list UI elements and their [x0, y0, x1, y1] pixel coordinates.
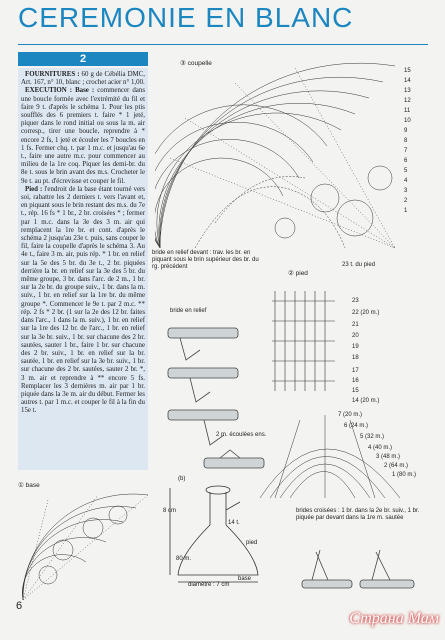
coupelle-row-15: 15	[404, 68, 411, 74]
supplies-paragraph	[21, 71, 145, 87]
dim-8cm-label: 8 cm	[163, 508, 177, 514]
coupelle-diagram	[155, 58, 425, 268]
coupelle-row-8: 8	[404, 138, 408, 144]
fan-row-2: 2 (64 m.)	[384, 463, 409, 469]
supplies-label: FOURNITURES :	[25, 71, 82, 78]
stitch-illustrations	[160, 320, 255, 460]
instructions-column	[18, 68, 148, 470]
coupelle-row-1: 1	[404, 208, 408, 214]
brides-croisees-illustrations	[298, 540, 418, 600]
watermark-logo: Страна Мам	[349, 610, 439, 627]
title-rule	[18, 44, 428, 45]
coupelle-row-5: 5	[404, 168, 408, 174]
dim-14t-label: 14 t.	[228, 520, 240, 526]
base-schema-label: ① base	[18, 482, 40, 489]
decrease-illustration	[200, 448, 270, 478]
base-label: base	[238, 576, 252, 582]
pied-stitch-columns	[270, 286, 340, 396]
base-diagram	[18, 490, 153, 605]
coupelle-row-12: 12	[404, 98, 411, 104]
coupelle-row-6: 6	[404, 158, 408, 164]
coupelle-label: ③ coupelle	[180, 60, 212, 67]
bottle-diagram	[160, 480, 280, 590]
pied-schema-label: ② pied	[288, 270, 308, 277]
supplies-text: 60 g de Cébélia DMC, Art. 167, n° 10, blanc ; crochet acier n° 1,00.	[21, 71, 145, 87]
brides-croisees-label: brides croisées : 1 br. dans la 2e br. suiv., 1 br. piquée par devant dans la 1re m. sautée	[296, 508, 420, 521]
coupelle-row-14: 14	[404, 78, 411, 84]
fan-row-3: 3 (48 m.)	[376, 454, 401, 460]
coupelle-row-13: 13	[404, 88, 411, 94]
pied-label: Pied :	[25, 185, 45, 193]
dim-b-label: (b)	[178, 476, 186, 482]
diameter-label: diamètre : 7 cm	[188, 582, 230, 588]
pied-row-20: 20	[352, 333, 359, 339]
page-number: 6	[16, 600, 23, 612]
bride-relief-front-label: bride en relief devant : trav. les br. en piquant sous le brin supérieur des br. du rg. précédent	[152, 250, 259, 270]
pied-row-16: 16	[352, 378, 359, 384]
pied-row-19: 19	[352, 344, 359, 350]
pied-row-22: 22 (20 m.)	[352, 310, 380, 316]
coupelle-row-7: 7	[404, 148, 408, 154]
fan-row-7: 7 (20 m.)	[338, 412, 363, 418]
pied-label: pied	[246, 540, 258, 546]
coupelle-row-10: 10	[404, 118, 411, 124]
pied-row-15: 15	[352, 388, 359, 394]
fan-row-4: 4 (40 m.)	[368, 445, 393, 451]
row-23-pied-label: 23 t. du pied	[342, 262, 376, 268]
fan-row-6: 6 (24 m.)	[344, 423, 369, 429]
bride-relief-label: bride en relief	[170, 308, 207, 314]
dim-80m-label: 80 m.	[176, 556, 192, 562]
fan-row-1: 1 (80 m.)	[392, 472, 417, 478]
coupelle-row-4: 4	[404, 178, 408, 184]
coupelle-row-2: 2	[404, 198, 408, 204]
fan-row-5: 5 (32 m.)	[360, 434, 385, 440]
pied-paragraph	[21, 186, 145, 416]
m2-ecoulees-label: 2 m. écoulées ens.	[216, 432, 267, 438]
execution-text: commencer dans une boucle formée avec l'extrémité du fil et faire 9 t. d'après le schéma 1. Pour les ptis soufflés des 6 premiers t. faire * 1 jeté, piquer dans le rond initial ou sous la m. air corresp., tirer une boucle, reprendre à * encore 2 fs, 1 jeté et écouler les 7 boucles en 1 fs. Fermer chq. t. par 1 m.c. et jusqu'au 6e t., faire une autre m.c. pour commencer au milieu de la 1re coq. Piquer les demi-br. du 8e t. sous le brin avant des m.s. Crocheter le 9e t. au pt. d'écrevisse et couper le fil.	[21, 87, 145, 185]
coupelle-row-11: 11	[404, 108, 411, 114]
pied-row-14: 14 (20 m.)	[352, 398, 380, 404]
section-number-badge: 2	[18, 52, 148, 66]
page-title: CEREMONIE EN BLANC	[18, 2, 354, 33]
coupelle-row-9: 9	[404, 128, 408, 134]
pied-row-18: 18	[352, 355, 359, 361]
pied-row-23: 23	[352, 298, 359, 304]
pied-row-17: 17	[352, 368, 359, 374]
execution-label: EXECUTION : Base :	[25, 87, 98, 95]
coupelle-row-3: 3	[404, 188, 408, 194]
pied-row-21: 21	[352, 322, 359, 328]
pied-text: l'endroit de la base étant tourné vers soi, rabattre les 2 derniers t. vers l'avant et, en piquant sous le brin restant des m.s. du 7e t., rép. 16 fs * 1 br., 2 br. croisées * ; fermer par 1 m.c. dans la 3e des 3 m. air qui remplacent la 1re br. et cont. d'après le schéma 2 jusqu'au 23e t. puis, sans couper le fil, faire la coupelle d'après le schéma 3. Au 4e t., faire 3 m. air, puis rép. * 1 br. en relief sur la 5e des 5 br. du 3e t., 2 br. piquées derrière la br. en relief sur la 3e des 5 br. du même groupe, 3 br. dans l'arc. de 2 m., 1 br. sur la 2e br. du groupe suiv., 1 br. dans la m. suiv., 1 br. en relief sur la 1re br. du même groupe *. Commencer le 9e t. par 2 m.c. ** rép. 2 fs * 2 br. (1 sur la 2e des 12 br. faites dans l'arc., 1 dans la m. suiv.), 1 br. en relief sur la 1re des 12 br. de l'arc., 1 br. en relief sur la 3e br. suiv., 1 br. sur chacune des 2 br. sautées, sauter 1 br., faire 1 br. sur chacune des 2 br. suiv., 1 br. en relief sur la br. sautée, 1 br. en relief sur la 3e br. suiv., 1 br. sur chacune des 2 br. sautées, sauter 2 br. *, 3 m. air et reprendre à ** encore 5 fs. Remplacer les 3 dernières m. air par 1 br. piquée dans la 3e m. air du début. Fermer les autres t. par 1 m.c. et couper le fil à la fin du 15e t.	[21, 185, 145, 415]
execution-paragraph	[21, 87, 145, 185]
